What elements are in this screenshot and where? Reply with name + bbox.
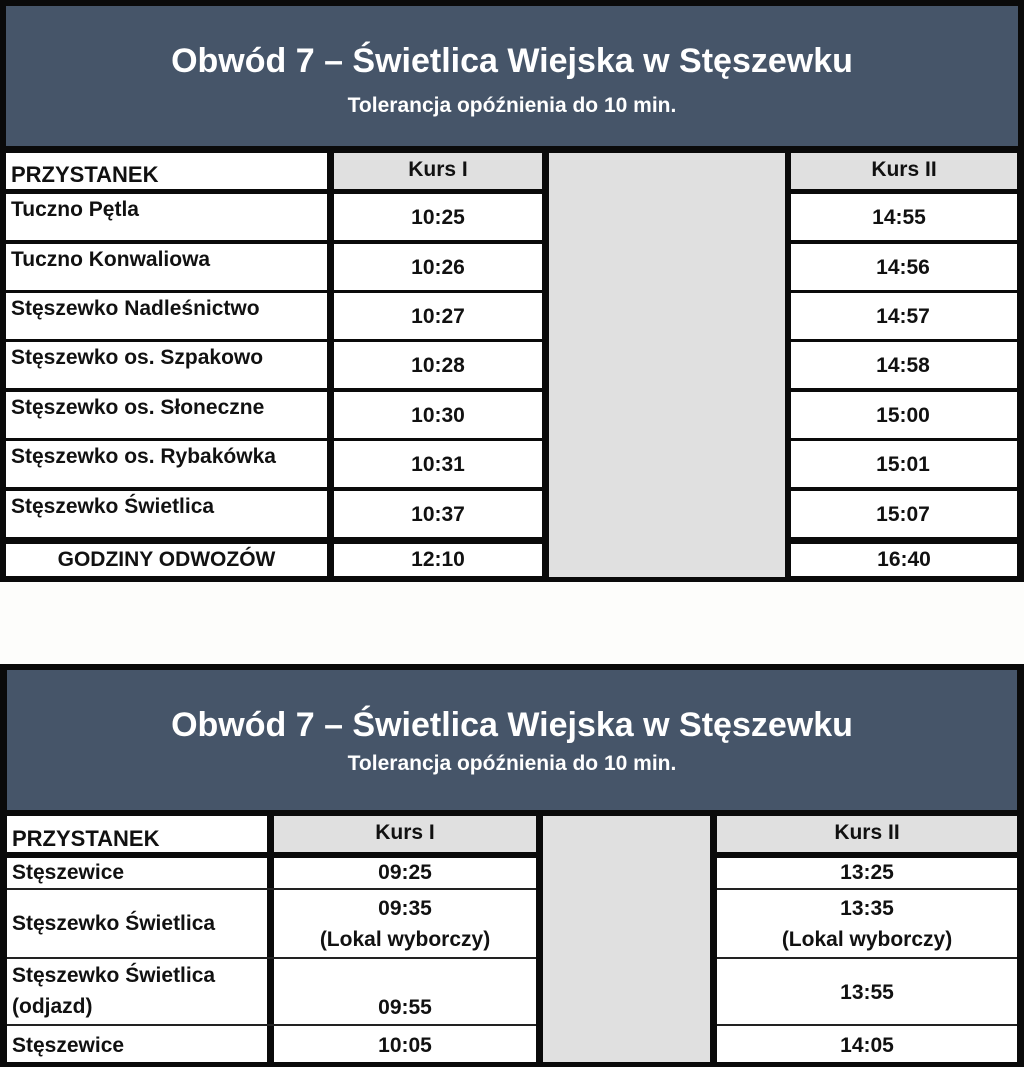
time-kurs1: 10:25	[411, 206, 465, 229]
time-kurs1-note: (Lokal wyborczy)	[319, 928, 491, 951]
header-stop-label: PRZYSTANEK	[12, 826, 160, 851]
time-kurs1: 10:26	[411, 256, 465, 279]
page-title: Obwód 7 – Świetlica Wiejska w Stęszewku	[171, 42, 853, 80]
time-kurs2: 14:55	[872, 206, 926, 229]
time-kurs2: 13:35	[840, 897, 894, 920]
header-kurs2	[791, 153, 1017, 189]
time-kurs1: 10:27	[411, 305, 465, 328]
time-kurs2-note: (Lokal wyborczy)	[781, 928, 953, 951]
header-stop	[7, 816, 267, 852]
time-kurs1: 10:37	[411, 503, 465, 526]
time-kurs1: 10:31	[411, 453, 465, 476]
time-kurs2: 13:55	[840, 981, 894, 1004]
header-kurs1	[334, 153, 542, 189]
stop-note: (odjazd)	[12, 995, 93, 1018]
stop-name: Stęszewko Świetlica	[12, 912, 216, 935]
stop-name: Stęszewko Świetlica	[11, 495, 215, 518]
stop-name: Stęszewice	[12, 861, 125, 884]
stop-name: Stęszewko Nadleśnictwo	[11, 297, 260, 320]
empty-column	[549, 153, 785, 577]
time-kurs2: 14:57	[876, 305, 930, 328]
page-subtitle: Tolerancja opóźnienia do 10 min.	[347, 94, 677, 117]
stop-name: Stęszewice	[12, 1034, 125, 1057]
time-kurs1: 10:30	[411, 404, 465, 427]
time-kurs1: 09:25	[378, 861, 432, 884]
header-kurs1	[274, 816, 536, 852]
stop-name: Stęszewko os. Słoneczne	[11, 396, 265, 419]
stop-name: Tuczno Konwaliowa	[11, 248, 211, 271]
time-kurs1: 10:05	[378, 1034, 432, 1057]
page-title: Obwód 7 – Świetlica Wiejska w Stęszewku	[171, 706, 853, 744]
time-kurs2: 15:00	[876, 404, 930, 427]
footer-kurs2: 16:40	[877, 548, 931, 571]
title-banner	[6, 6, 1018, 146]
time-kurs2: 15:07	[876, 503, 930, 526]
header-kurs2-label: Kurs II	[834, 821, 900, 844]
stop-name: Stęszewko os. Rybakówka	[11, 445, 276, 468]
time-kurs2: 14:56	[876, 256, 930, 279]
header-kurs1-label: Kurs I	[408, 158, 468, 181]
time-kurs1: 09:55	[378, 996, 432, 1019]
time-kurs2: 14:05	[840, 1034, 894, 1057]
stop-name: Stęszewko Świetlica	[12, 964, 216, 987]
stop-name: Stęszewko os. Szpakowo	[11, 346, 264, 369]
header-stop-label: PRZYSTANEK	[11, 162, 159, 187]
footer-kurs1: 12:10	[411, 548, 465, 571]
header-kurs1-label: Kurs I	[375, 821, 435, 844]
stop-name: Tuczno Pętla	[11, 198, 139, 221]
page-subtitle: Tolerancja opóźnienia do 10 min.	[347, 752, 677, 775]
time-kurs2: 15:01	[876, 453, 930, 476]
title-banner	[7, 670, 1017, 810]
header-stop	[6, 153, 327, 189]
time-kurs2: 13:25	[840, 861, 894, 884]
footer-label: GODZINY ODWOZÓW	[57, 548, 276, 571]
header-kurs2	[717, 816, 1017, 852]
time-kurs1: 10:28	[411, 354, 465, 377]
header-kurs2-label: Kurs II	[871, 158, 937, 181]
time-kurs2: 14:58	[876, 354, 930, 377]
time-kurs1: 09:35	[378, 897, 432, 920]
empty-column	[543, 816, 710, 1062]
